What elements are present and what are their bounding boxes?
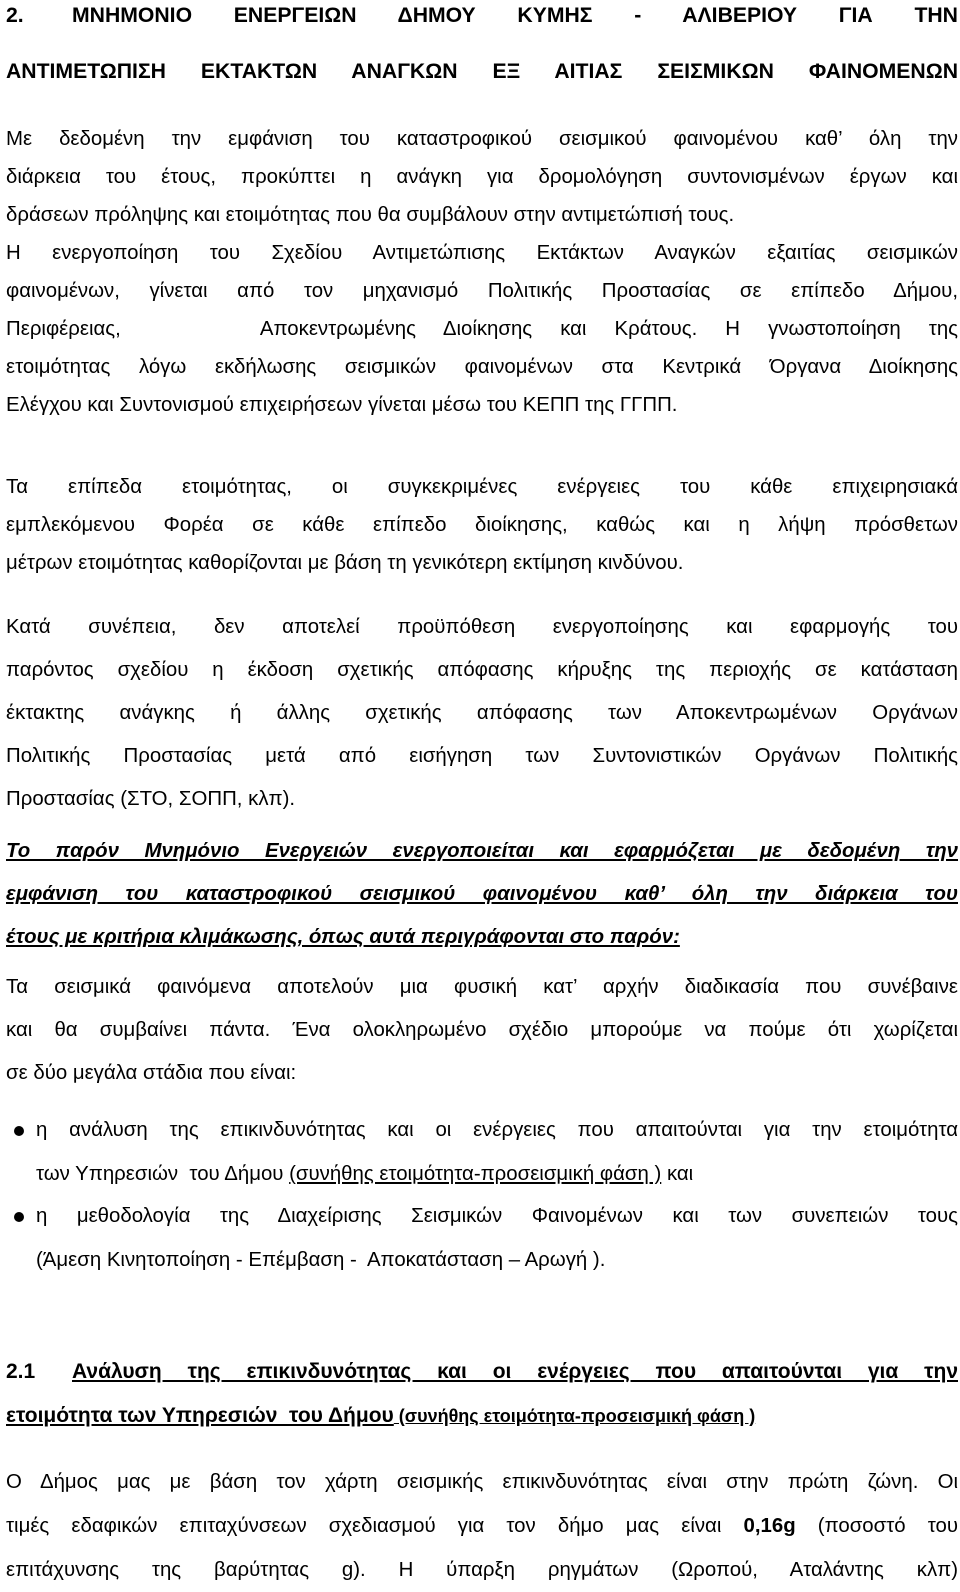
- para3-line-3: έκτακτης ανάγκης ή άλλης σχετικής απόφασης των Αποκεντρωμένων Οργάνων: [6, 702, 958, 724]
- para1-line-4: Η ενεργοποίηση του Σχεδίου Αντιμετώπισης Εκτάκτων Αναγκών εξαιτίας σεισμικών: [6, 242, 958, 264]
- section-title-line-1: Ανάλυση της επικινδυνότητας και οι ενέργειες που απαιτούνται για την: [72, 1360, 958, 1383]
- para3-line-4: Πολιτικής Προστασίας μετά από εισήγηση των Συντονιστικών Οργάνων Πολιτικής: [6, 745, 958, 767]
- bullet-2-text: [36, 1194, 958, 1282]
- paragraph-consequence: [6, 606, 958, 821]
- bullet-icon: [14, 1126, 24, 1136]
- para2-line-3: μέτρων ετοιμότητας καθορίζονται με βάση τη γενικότερη εκτίμηση κινδύνου.: [6, 552, 684, 574]
- paragraph-intro: [6, 120, 958, 424]
- section-title-line-2a: ετοιμότητα των Υπηρεσιών του Δήμου: [6, 1404, 394, 1427]
- para6-line-2-post: (ποσοστό του: [795, 1515, 959, 1537]
- section-heading-line-1: [6, 1350, 958, 1394]
- para4-line-1: Το παρόν Μνημόνιο Ενεργειών ενεργοποιείται και εφαρμόζεται με δεδομένη την: [6, 840, 958, 862]
- para6-line-3: επιτάχυνσης της βαρύτητας g). Η ύπαρξη ρηγμάτων (Ωροπού, Αταλάντης κλπ): [6, 1559, 958, 1581]
- section-title-line-2b: (συνήθης ετοιμότητα-προσεισμική φάση ): [393, 1406, 756, 1426]
- bullet-icon: [14, 1212, 24, 1222]
- para6-line-1: Ο Δήμος μας με βάση τον χάρτη σεισμικής επικινδυνότητας είναι στην πρώτη ζώνη. Οι: [6, 1471, 958, 1493]
- bullet-1-text: [36, 1108, 958, 1196]
- paragraph-readiness-levels: [6, 468, 958, 582]
- para3-line-2: παρόντος σχεδίου η έκδοση σχετικής απόφασης κήρυξης της περιοχής σε κατάσταση: [6, 659, 958, 681]
- para1-line-6: Περιφέρειας, Αποκεντρωμένης Διοίκησης και Κράτους. Η γνωστοποίηση της: [6, 318, 958, 340]
- document-title-line-1: [6, 4, 958, 28]
- para3-line-5: Προστασίας (ΣΤΟ, ΣΟΠΠ, κλπ).: [6, 788, 296, 810]
- para5-line-2: και θα συμβαίνει πάντα. Ένα ολοκληρωμένο σχέδιο μπορούμε να πούμε ότι χωρίζεται: [6, 1019, 958, 1041]
- document-title-line-2: [6, 60, 958, 84]
- ground-acceleration-value: 0,16g: [743, 1515, 796, 1537]
- paragraph-memo-activation: [6, 830, 958, 959]
- para6-line-2: [6, 1504, 958, 1548]
- para4-line-2: εμφάνιση του καταστροφικού σεισμικού φαινομένου καθ’ όλη την διάρκεια του: [6, 883, 958, 905]
- title-number: 2.: [6, 4, 24, 27]
- section-heading-line-2: [6, 1394, 958, 1438]
- bullet-1-line-2: [36, 1152, 958, 1196]
- para1-line-5: φαινομένων, γίνεται από τον μηχανισμό Πολιτικής Προστασίας σε επίπεδο Δήμου,: [6, 280, 958, 302]
- bullet-1-underlined: (συνήθης ετοιμότητα-προσεισμική φάση ): [289, 1163, 662, 1185]
- bullet-2-line-2: (Άμεση Κινητοποίηση - Επέμβαση - Αποκατάσταση – Αρωγή ).: [36, 1249, 606, 1271]
- para5-line-1: Τα σεισμικά φαινόμενα αποτελούν μια φυσική κατ’ αρχήν διαδικασία που συνέβαινε: [6, 976, 958, 998]
- para2-line-1: Τα επίπεδα ετοιμότητας, οι συγκεκριμένες ενέργειες του κάθε επιχειρησιακά: [6, 476, 958, 498]
- para1-line-8: Ελέγχου και Συντονισμού επιχειρήσεων γίνεται μέσω του ΚΕΠΠ της ΓΓΠΠ.: [6, 394, 678, 416]
- para1-line-2: διάρκεια του έτους, προκύπτει η ανάγκη για δρομολόγηση συντονισμένων έργων και: [6, 166, 958, 188]
- paragraph-seismic-zone: [6, 1460, 958, 1592]
- para1-line-7: ετοιμότητας λόγω εκδήλωσης σεισμικών φαινομένων στα Κεντρικά Όργανα Διοίκησης: [6, 356, 958, 378]
- para3-line-1: Κατά συνέπεια, δεν αποτελεί προϋπόθεση ενεργοποίησης και εφαρμογής του: [6, 616, 958, 638]
- para2-line-2: εμπλεκόμενου Φορέα σε κάθε επίπεδο διοίκησης, καθώς και η λήψη πρόσθετων: [6, 514, 958, 536]
- bullet-1-line-2-post: και: [661, 1163, 694, 1185]
- section-number: 2.1: [6, 1360, 36, 1383]
- para1-line-3: δράσεων πρόληψης και ετοιμότητας που θα συμβάλουν στην αντιμετώπισή τους.: [6, 204, 735, 226]
- bullet-2-line-1: η μεθοδολογία της Διαχείρισης Σεισμικών Φαινομένων και των συνεπειών τους: [36, 1205, 958, 1227]
- para1-line-1: Με δεδομένη την εμφάνιση του καταστροφικού σεισμικού φαινομένου καθ’ όλη την: [6, 128, 958, 150]
- title-text-1: ΜΝΗΜΟΝΙΟ ΕΝΕΡΓΕΙΩΝ ΔΗΜΟΥ ΚΥΜΗΣ - ΑΛΙΒΕΡΙΟΥ ΓΙΑ ΤΗΝ: [72, 4, 958, 27]
- para5-line-3: σε δύο μεγάλα στάδια που είναι:: [6, 1062, 297, 1084]
- para4-line-3: έτους με κριτήρια κλιμάκωσης, όπως αυτά περιγράφονται στο παρόν:: [6, 926, 680, 948]
- para6-line-2-pre: τιμές εδαφικών επιταχύνσεων σχεδιασμού για τον δήμο μας είναι: [6, 1515, 744, 1537]
- title-text-2: ΑΝΤΙΜΕΤΩΠΙΣΗ ΕΚΤΑΚΤΩΝ ΑΝΑΓΚΩΝ ΕΞ ΑΙΤΙΑΣ ΣΕΙΣΜΙΚΩΝ ΦΑΙΝΟΜΕΝΩΝ: [6, 60, 958, 83]
- paragraph-seismic-phenomena: [6, 966, 958, 1095]
- bullet-1-line-1: η ανάλυση της επικινδυνότητας και οι ενέργειες που απαιτούνται για την ετοιμότητα: [36, 1119, 958, 1141]
- section-heading-2-1: [6, 1350, 958, 1438]
- bullet-1-line-2-pre: των Υπηρεσιών του Δήμου: [36, 1163, 290, 1185]
